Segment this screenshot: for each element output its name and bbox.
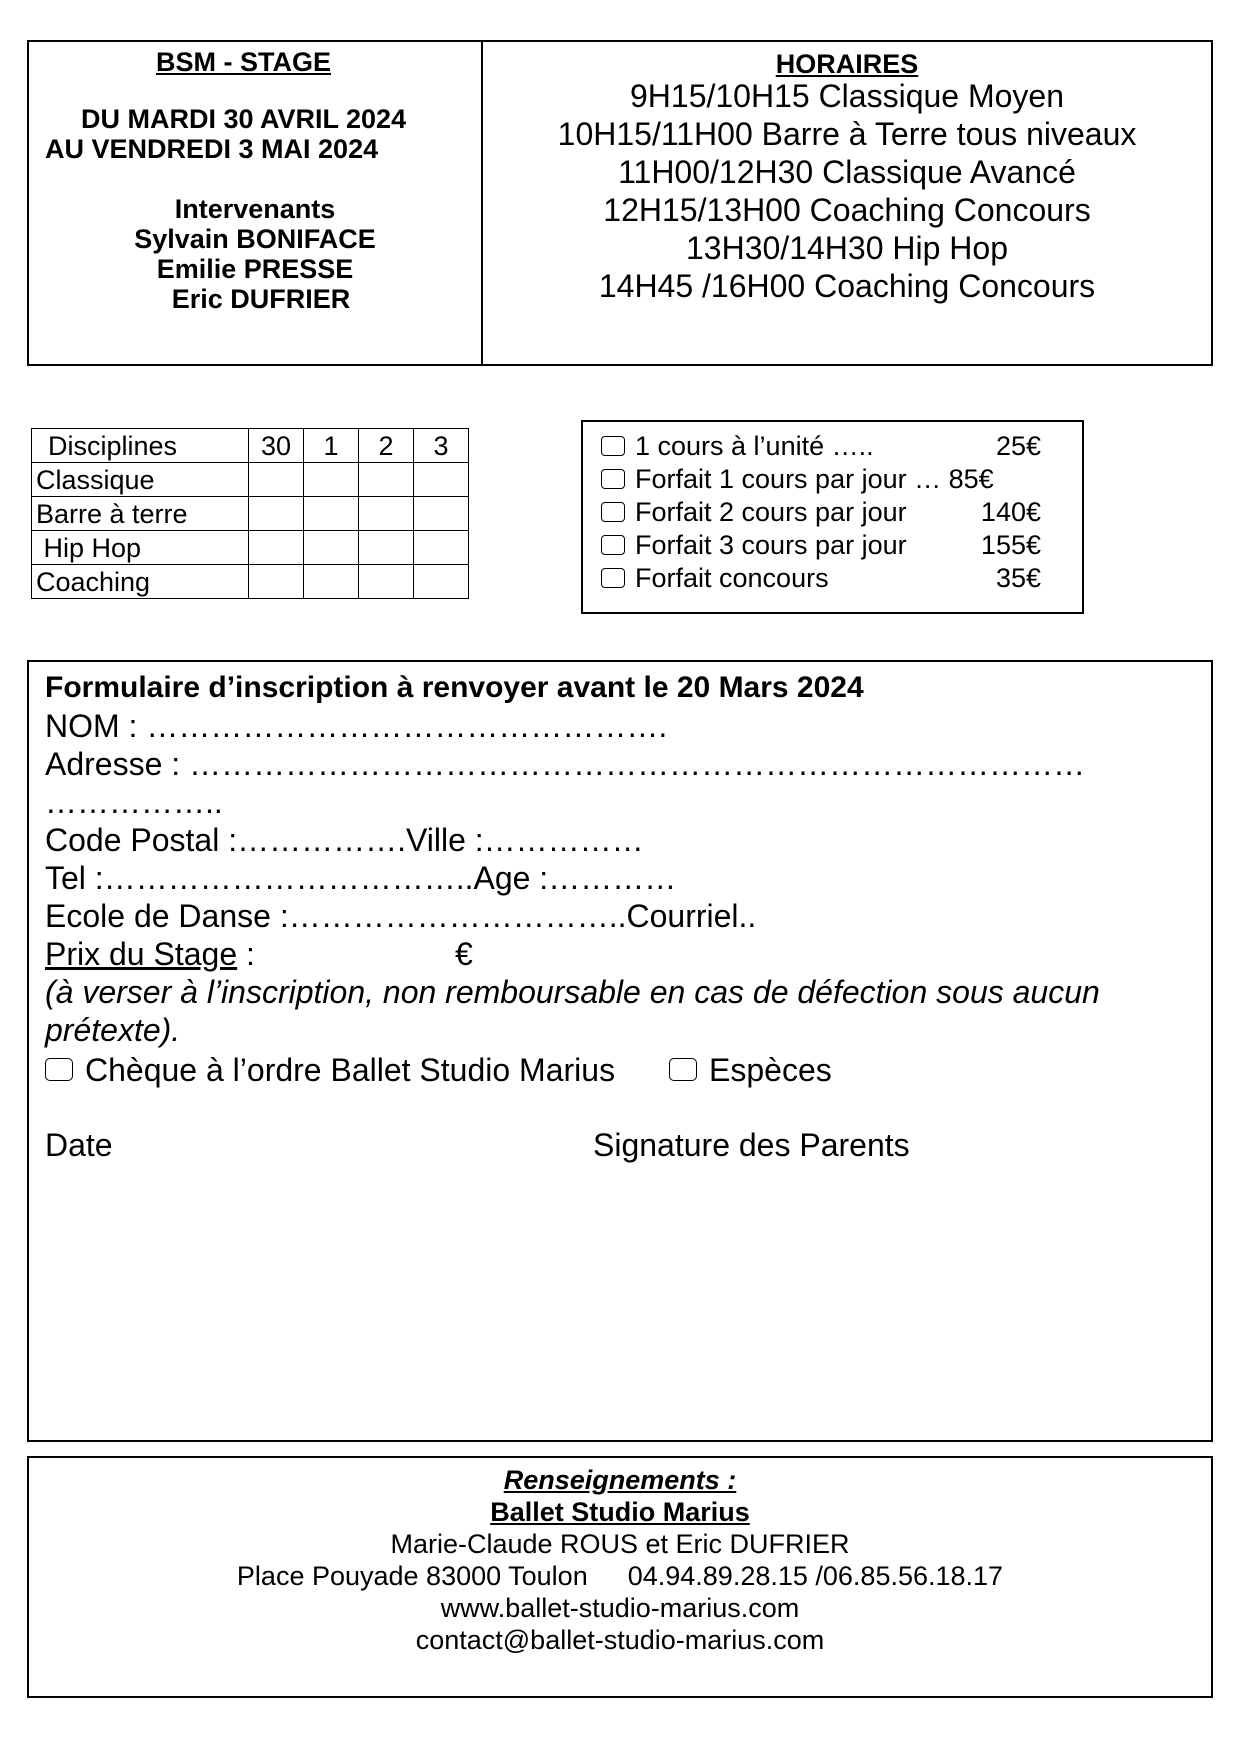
schedule-item: 13H30/14H30 Hip Hop xyxy=(686,230,1008,266)
nom-field[interactable]: NOM : …………………………………………. xyxy=(45,708,668,744)
checkbox-icon[interactable] xyxy=(601,436,625,456)
pricing-option[interactable] xyxy=(601,562,1071,595)
pricing-label: Forfait 2 cours par jour xyxy=(635,497,907,527)
header-cell: 3 xyxy=(414,429,469,463)
website-link[interactable]: www.ballet-studio-marius.com xyxy=(440,1593,800,1623)
intervenants-label: Intervenants xyxy=(174,194,336,224)
payment-note: prétexte). xyxy=(45,1012,181,1048)
especes-label: Espèces xyxy=(709,1052,832,1088)
header-cell: Disciplines xyxy=(32,429,249,463)
intervenant-name: Eric DUFRIER xyxy=(171,284,351,314)
cheque-checkbox-icon[interactable] xyxy=(45,1058,73,1081)
stage-info xyxy=(29,42,481,364)
euro-sign: € xyxy=(455,936,473,972)
intervenant-name: Emilie PRESSE xyxy=(156,254,354,284)
studio-name: Ballet Studio Marius xyxy=(490,1497,750,1527)
tel-age-field[interactable]: Tel :……………………………..Age :………… xyxy=(45,860,677,896)
header-box xyxy=(27,40,1213,366)
pricing-amount: 140€ xyxy=(980,497,1041,527)
checkbox-icon[interactable] xyxy=(601,502,625,522)
table-row xyxy=(32,565,469,599)
pricing-box xyxy=(581,420,1084,614)
table-row xyxy=(32,497,469,531)
discipline-name: Classique xyxy=(32,463,249,497)
day-cell[interactable] xyxy=(249,463,304,497)
day-cell[interactable] xyxy=(414,531,469,565)
stage-title: BSM - STAGE xyxy=(156,47,331,77)
code-postal-ville-field[interactable]: Code Postal :…………….Ville :…………… xyxy=(45,822,644,858)
day-cell[interactable] xyxy=(414,463,469,497)
day-cell[interactable] xyxy=(414,497,469,531)
prix-stage xyxy=(45,935,255,973)
header-cell: 1 xyxy=(304,429,359,463)
day-cell[interactable] xyxy=(249,531,304,565)
pricing-option[interactable] xyxy=(601,529,1071,562)
discipline-name: Coaching xyxy=(32,565,249,599)
adresse-field[interactable]: Adresse : ………………………………………………………………………… xyxy=(45,746,1086,782)
day-cell[interactable] xyxy=(359,565,414,599)
payment-note: (à verser à l’inscription, non remboursable en cas de défection sous aucun xyxy=(45,974,1100,1010)
pricing-amount: 155€ xyxy=(980,530,1041,560)
studio-phones: 04.94.89.28.15 /06.85.56.18.17 xyxy=(627,1561,1004,1591)
form-title: Formulaire d’inscription à renvoyer avant le 20 Mars 2024 xyxy=(45,671,864,704)
day-cell[interactable] xyxy=(304,497,359,531)
info-heading: Renseignements : xyxy=(503,1465,737,1495)
ecole-courriel-field[interactable]: Ecole de Danse :…………………………..Courriel.. xyxy=(45,898,757,934)
table-row xyxy=(32,463,469,497)
especes-option xyxy=(669,1051,832,1089)
header-cell: 2 xyxy=(359,429,414,463)
stage-date-end: AU VENDREDI 3 MAI 2024 xyxy=(45,134,379,164)
schedule-item: 10H15/11H00 Barre à Terre tous niveaux xyxy=(557,116,1137,152)
intervenant-name: Sylvain BONIFACE xyxy=(134,224,376,254)
address-phone xyxy=(29,1560,1211,1592)
day-cell[interactable] xyxy=(304,565,359,599)
cheque-label: Chèque à l’ordre Ballet Studio Marius xyxy=(85,1052,616,1088)
day-cell[interactable] xyxy=(249,497,304,531)
contact-names: Marie-Claude ROUS et Eric DUFRIER xyxy=(390,1529,850,1559)
day-cell[interactable] xyxy=(359,531,414,565)
pricing-option[interactable] xyxy=(601,463,1071,496)
schedule-item: 14H45 /16H00 Coaching Concours xyxy=(598,268,1096,304)
schedule-title: HORAIRES xyxy=(775,49,919,79)
date-label: Date xyxy=(45,1127,113,1163)
pricing-amount: 25€ xyxy=(995,431,1041,461)
table-header-row xyxy=(32,429,469,463)
signature-label: Signature des Parents xyxy=(593,1127,910,1163)
prix-label: Prix du Stage xyxy=(45,936,238,972)
checkbox-icon[interactable] xyxy=(601,469,625,489)
schedule xyxy=(483,42,1211,364)
day-cell[interactable] xyxy=(359,463,414,497)
discipline-name: Barre à terre xyxy=(32,497,249,531)
day-cell[interactable] xyxy=(304,531,359,565)
schedule-item: 12H15/13H00 Coaching Concours xyxy=(603,192,1091,228)
schedule-item: 9H15/10H15 Classique Moyen xyxy=(629,78,1065,114)
day-cell[interactable] xyxy=(249,565,304,599)
pricing-option[interactable] xyxy=(601,430,1071,463)
prix-colon: : xyxy=(237,936,255,972)
day-cell[interactable] xyxy=(304,463,359,497)
info-box xyxy=(27,1456,1213,1698)
header-cell: 30 xyxy=(249,429,304,463)
email-link[interactable]: contact@ballet-studio-marius.com xyxy=(415,1625,825,1655)
pricing-option[interactable] xyxy=(601,496,1071,529)
pricing-label: 1 cours à l’unité ….. xyxy=(635,431,874,461)
discipline-name: Hip Hop xyxy=(32,531,249,565)
stage-date-start: DU MARDI 30 AVRIL 2024 xyxy=(81,104,407,134)
table-row xyxy=(32,531,469,565)
schedule-item: 11H00/12H30 Classique Avancé xyxy=(618,154,1076,190)
pricing-label: Forfait 3 cours par jour xyxy=(635,530,907,560)
day-cell[interactable] xyxy=(414,565,469,599)
pricing-label: Forfait 1 cours par jour … 85€ xyxy=(635,464,994,494)
registration-form xyxy=(27,660,1213,1442)
especes-checkbox-icon[interactable] xyxy=(669,1058,697,1081)
pricing-label: Forfait concours xyxy=(635,563,829,593)
pricing-amount: 35€ xyxy=(995,563,1041,593)
disciplines-table xyxy=(31,428,469,599)
adresse-continued[interactable]: …………….. xyxy=(45,784,223,820)
day-cell[interactable] xyxy=(359,497,414,531)
payment-options xyxy=(45,1051,615,1089)
checkbox-icon[interactable] xyxy=(601,535,625,555)
checkbox-icon[interactable] xyxy=(601,568,625,588)
studio-address: Place Pouyade 83000 Toulon xyxy=(236,1561,588,1591)
